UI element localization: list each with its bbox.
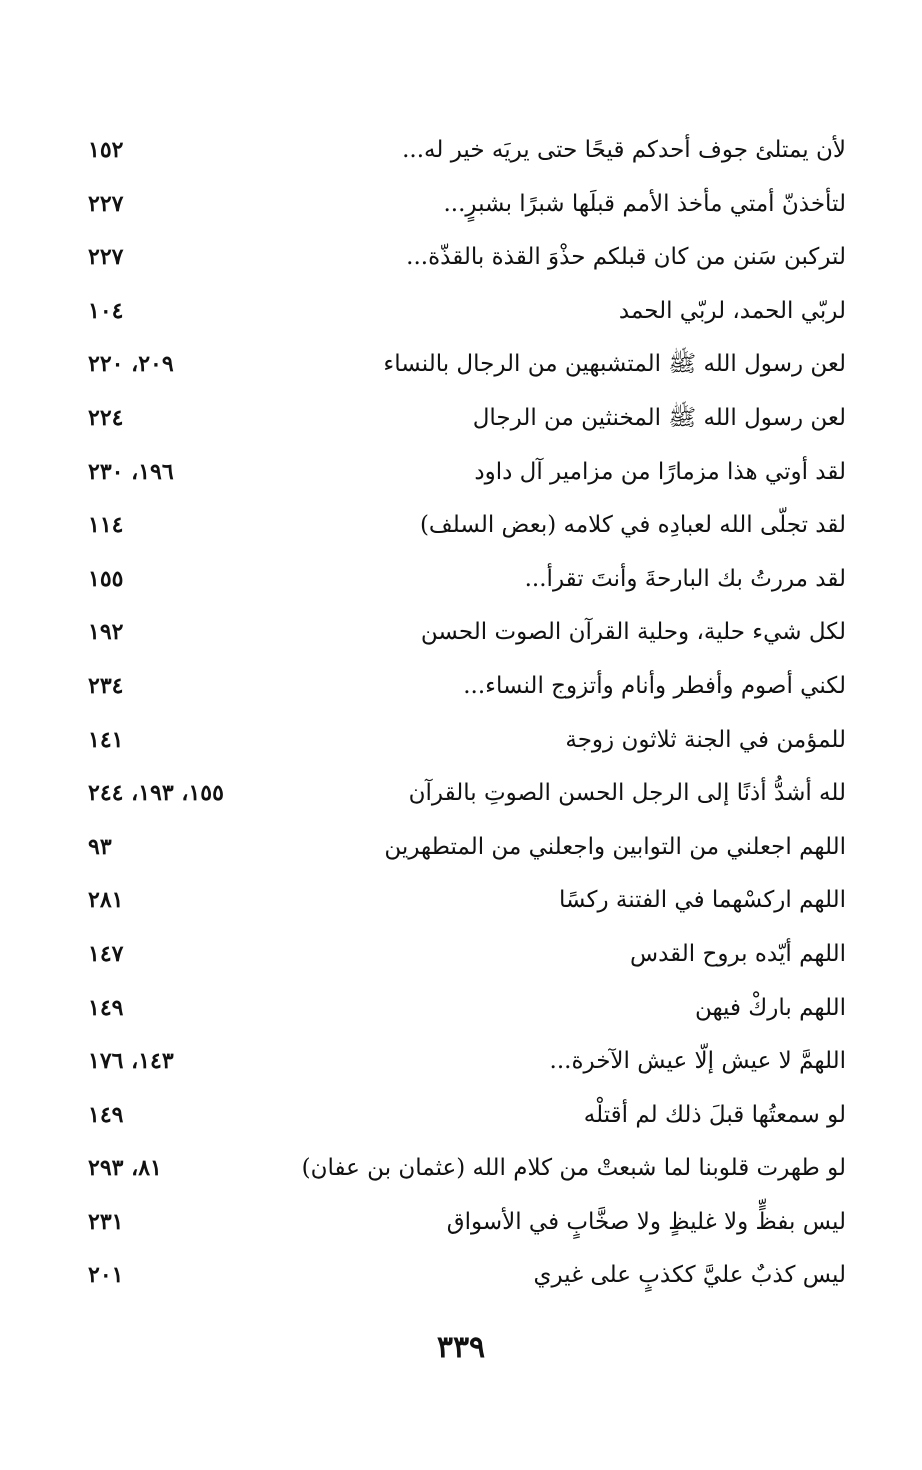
entry-page-refs: ١٥٥ — [88, 565, 124, 592]
entry-text: لو طهرت قلوبنا لما شبعتْ من كلام الله (عثمان بن عفان) — [301, 1155, 846, 1182]
entry-page-refs: ٨١، ٢٩٣ — [88, 1155, 162, 1182]
entry-text: لقد أوتي هذا مزمارًا من مزامير آل داود — [474, 458, 846, 485]
index-entry — [70, 660, 860, 714]
index-entry — [70, 446, 860, 500]
entry-text: ليس كذبٌ عليَّ ككذبٍ على غيري — [533, 1262, 846, 1289]
entry-text: اللهم اركسْهما في الفتنة ركسًا — [558, 887, 846, 914]
entry-page-refs: ١٤٧ — [88, 940, 124, 967]
entry-page-refs: ٢٨١ — [88, 887, 124, 914]
index-entry — [70, 767, 860, 821]
hadith-index-list — [70, 124, 860, 1303]
index-entry — [70, 606, 860, 660]
entry-text: لله أشدُّ أذنًا إلى الرجل الحسن الصوتِ بالقرآن — [408, 780, 846, 807]
entry-text: لربّي الحمد، لربّي الحمد — [618, 297, 846, 324]
index-entry — [70, 1142, 860, 1196]
index-entry — [70, 874, 860, 928]
entry-page-refs: ١٤٣، ١٧٦ — [88, 1048, 174, 1075]
entry-text: لقد مررتُ بك البارحةَ وأنتَ تقرأ... — [524, 565, 846, 592]
index-entry — [70, 178, 860, 232]
entry-page-refs: ١٤١ — [88, 726, 124, 753]
index-entry — [70, 982, 860, 1036]
index-entry — [70, 499, 860, 553]
index-entry — [70, 285, 860, 339]
entry-page-refs: ١٤٩ — [88, 994, 124, 1021]
index-entry — [70, 928, 860, 982]
entry-text: لكل شيء حلية، وحلية القرآن الصوت الحسن — [420, 619, 846, 646]
entry-text: لتركبن سَنن من كان قبلكم حذْوَ القذة بالقذّة... — [406, 244, 846, 271]
entry-page-refs: ٩٣ — [88, 833, 112, 860]
entry-text: لعن رسول الله ﷺ المخنثين من الرجال — [472, 404, 846, 431]
index-entry — [70, 714, 860, 768]
entry-text: للمؤمن في الجنة ثلاثون زوجة — [565, 726, 846, 753]
index-entry — [70, 1089, 860, 1143]
entry-text: لتأخذنّ أمتي مأخذ الأمم قبلَها شبرًا بشبرٍ... — [443, 190, 846, 217]
entry-text: لكني أصوم وأفطر وأنام وأتزوج النساء... — [463, 672, 846, 699]
entry-page-refs: ١١٤ — [88, 512, 124, 539]
entry-page-refs: ١٩٦، ٢٣٠ — [88, 458, 174, 485]
index-entry — [70, 392, 860, 446]
entry-page-refs: ٢٣٤ — [88, 672, 124, 699]
index-entry — [70, 338, 860, 392]
index-entry — [70, 553, 860, 607]
entry-text: اللهم اجعلني من التوابين واجعلني من المتطهرين — [384, 833, 846, 860]
entry-text: اللهم أيّده بروح القدس — [630, 940, 846, 967]
entry-page-refs: ٢٢٤ — [88, 404, 124, 431]
entry-page-refs: ٢٣١ — [88, 1208, 124, 1235]
entry-page-refs: ٢٠١ — [88, 1262, 124, 1289]
entry-page-refs: ١٥٥، ١٩٣، ٢٤٤ — [88, 780, 224, 807]
page-number: ٣٣٩ — [436, 1330, 486, 1365]
entry-text: لأن يمتلئ جوف أحدكم قيحًا حتى يريَه خير له... — [402, 137, 846, 163]
entry-page-refs: ١٠٤ — [88, 297, 124, 324]
index-entry — [70, 1196, 860, 1250]
entry-page-refs: ١٥٢ — [88, 137, 124, 163]
entry-text: لقد تجلّى الله لعبادِه في كلامه (بعض السلف) — [419, 512, 846, 539]
entry-text: لو سمعتُها قبلَ ذلك لم أقتلْه — [583, 1101, 846, 1128]
entry-page-refs: ٢٠٩، ٢٢٠ — [88, 351, 174, 378]
index-entry — [70, 821, 860, 875]
entry-page-refs: ٢٢٧ — [88, 244, 124, 271]
index-entry — [70, 1249, 860, 1303]
entry-text: اللهمَّ لا عيش إلّا عيش الآخرة... — [549, 1048, 846, 1075]
entry-page-refs: ١٩٢ — [88, 619, 124, 646]
entry-text: اللهم باركْ فيهن — [694, 994, 846, 1021]
index-entry — [70, 124, 860, 178]
index-entry — [70, 1035, 860, 1089]
entry-page-refs: ٢٢٧ — [88, 190, 124, 217]
index-entry — [70, 231, 860, 285]
entry-text: ليس بفظٍّ ولا غليظٍ ولا صخَّابٍ في الأسواق — [446, 1208, 846, 1235]
entry-page-refs: ١٤٩ — [88, 1101, 124, 1128]
entry-text: لعن رسول الله ﷺ المتشبهين من الرجال بالنساء — [383, 351, 846, 378]
